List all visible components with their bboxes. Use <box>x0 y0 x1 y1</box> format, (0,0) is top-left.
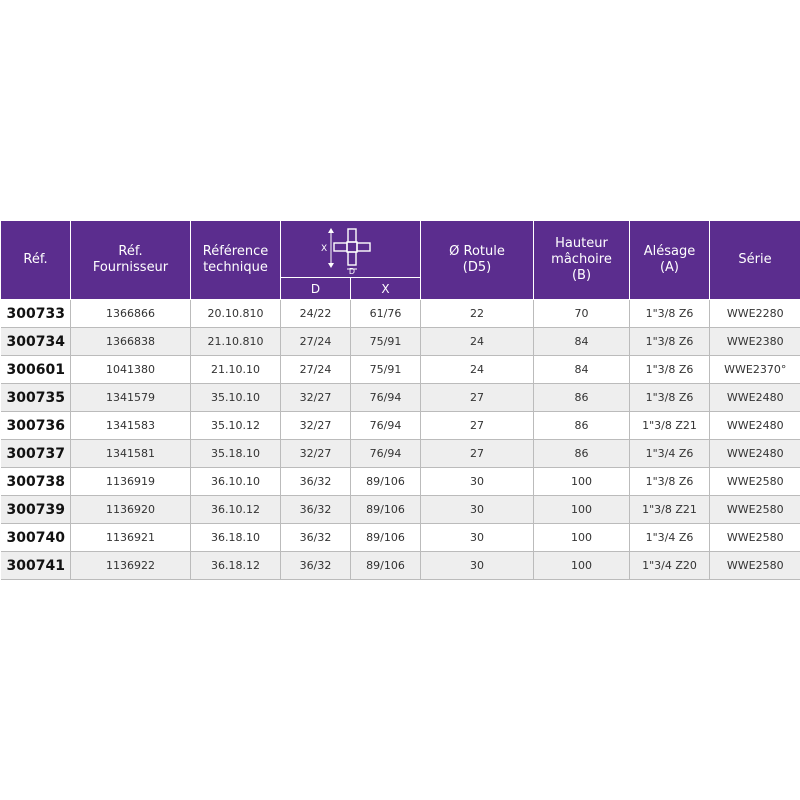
row-fournisseur: 1041380 <box>71 356 191 384</box>
row-x: 76/94 <box>351 384 421 412</box>
row-reference-technique: 36.18.12 <box>191 552 281 580</box>
header-ref: Réf. <box>1 221 71 300</box>
row-x: 76/94 <box>351 440 421 468</box>
row-d: 36/32 <box>281 524 351 552</box>
row-reference-technique: 36.18.10 <box>191 524 281 552</box>
row-serie: WWE2580 <box>710 552 800 580</box>
row-fournisseur: 1136921 <box>71 524 191 552</box>
row-ref: 300741 <box>1 552 71 580</box>
row-ref: 300736 <box>1 412 71 440</box>
row-reference-technique: 20.10.810 <box>191 300 281 328</box>
table-row <box>1 412 800 440</box>
row-d: 27/24 <box>281 328 351 356</box>
row-alesage: 1"3/8 Z6 <box>630 384 710 412</box>
row-x: 89/106 <box>351 468 421 496</box>
row-ref: 300740 <box>1 524 71 552</box>
row-d: 24/22 <box>281 300 351 328</box>
row-fournisseur: 1341579 <box>71 384 191 412</box>
row-x: 61/76 <box>351 300 421 328</box>
row-reference-technique: 36.10.10 <box>191 468 281 496</box>
row-serie: WWE2280 <box>710 300 800 328</box>
row-serie: WWE2480 <box>710 412 800 440</box>
row-fournisseur: 1136920 <box>71 496 191 524</box>
table-header <box>1 221 800 300</box>
row-fournisseur: 1341583 <box>71 412 191 440</box>
universal-joint-cross-icon <box>311 223 391 275</box>
row-fournisseur: 1136922 <box>71 552 191 580</box>
row-ref: 300734 <box>1 328 71 356</box>
row-fournisseur: 1136919 <box>71 468 191 496</box>
row-alesage: 1"3/8 Z6 <box>630 328 710 356</box>
row-x: 89/106 <box>351 496 421 524</box>
row-serie: WWE2380 <box>710 328 800 356</box>
row-rotule: 30 <box>421 524 534 552</box>
row-hauteur: 100 <box>534 496 630 524</box>
row-fournisseur: 1366838 <box>71 328 191 356</box>
header-sub-d: D <box>281 278 351 300</box>
row-ref: 300739 <box>1 496 71 524</box>
row-hauteur: 86 <box>534 412 630 440</box>
row-reference-technique: 35.10.10 <box>191 384 281 412</box>
header-diagram <box>281 221 421 278</box>
row-reference-technique: 36.10.12 <box>191 496 281 524</box>
diagram-label-x: X <box>320 244 327 254</box>
table-row <box>1 552 800 580</box>
table-row <box>1 524 800 552</box>
row-d: 36/32 <box>281 552 351 580</box>
row-x: 75/91 <box>351 328 421 356</box>
table-row <box>1 468 800 496</box>
header-alesage: Alésage (A) <box>630 221 710 300</box>
row-alesage: 1"3/4 Z6 <box>630 524 710 552</box>
table-row <box>1 328 800 356</box>
row-ref: 300601 <box>1 356 71 384</box>
diagram-label-d: D <box>348 267 355 275</box>
row-serie: WWE2580 <box>710 496 800 524</box>
row-serie: WWE2580 <box>710 524 800 552</box>
row-reference-technique: 35.10.12 <box>191 412 281 440</box>
row-rotule: 24 <box>421 356 534 384</box>
row-x: 75/91 <box>351 356 421 384</box>
row-alesage: 1"3/8 Z6 <box>630 356 710 384</box>
row-rotule: 30 <box>421 468 534 496</box>
header-reference-technique: Référence technique <box>191 221 281 300</box>
row-reference-technique: 21.10.810 <box>191 328 281 356</box>
row-hauteur: 84 <box>534 328 630 356</box>
row-ref: 300733 <box>1 300 71 328</box>
row-d: 36/32 <box>281 496 351 524</box>
row-alesage: 1"3/8 Z21 <box>630 496 710 524</box>
table-row <box>1 384 800 412</box>
row-hauteur: 86 <box>534 384 630 412</box>
row-rotule: 27 <box>421 384 534 412</box>
row-hauteur: 84 <box>534 356 630 384</box>
row-d: 32/27 <box>281 440 351 468</box>
row-hauteur: 100 <box>534 552 630 580</box>
row-fournisseur: 1341581 <box>71 440 191 468</box>
row-serie: WWE2480 <box>710 384 800 412</box>
row-alesage: 1"3/4 Z6 <box>630 440 710 468</box>
row-rotule: 27 <box>421 412 534 440</box>
row-d: 32/27 <box>281 384 351 412</box>
row-hauteur: 86 <box>534 440 630 468</box>
header-hauteur: Hauteur mâchoire (B) <box>534 221 630 300</box>
row-rotule: 24 <box>421 328 534 356</box>
row-d: 36/32 <box>281 468 351 496</box>
row-fournisseur: 1366866 <box>71 300 191 328</box>
table-body <box>1 300 800 580</box>
row-serie: WWE2370° <box>710 356 800 384</box>
row-d: 27/24 <box>281 356 351 384</box>
row-rotule: 27 <box>421 440 534 468</box>
header-rotule: Ø Rotule (D5) <box>421 221 534 300</box>
table-row <box>1 496 800 524</box>
row-x: 89/106 <box>351 552 421 580</box>
row-reference-technique: 35.18.10 <box>191 440 281 468</box>
table-row <box>1 440 800 468</box>
row-ref: 300735 <box>1 384 71 412</box>
row-serie: WWE2580 <box>710 468 800 496</box>
row-alesage: 1"3/8 Z21 <box>630 412 710 440</box>
row-alesage: 1"3/8 Z6 <box>630 468 710 496</box>
row-rotule: 30 <box>421 552 534 580</box>
row-reference-technique: 21.10.10 <box>191 356 281 384</box>
table-row <box>1 300 800 328</box>
row-alesage: 1"3/4 Z20 <box>630 552 710 580</box>
row-x: 76/94 <box>351 412 421 440</box>
row-ref: 300738 <box>1 468 71 496</box>
row-hauteur: 100 <box>534 468 630 496</box>
header-fournisseur: Réf. Fournisseur <box>71 221 191 300</box>
row-hauteur: 100 <box>534 524 630 552</box>
header-serie: Série <box>710 221 800 300</box>
row-rotule: 22 <box>421 300 534 328</box>
row-x: 89/106 <box>351 524 421 552</box>
row-rotule: 30 <box>421 496 534 524</box>
spec-table <box>0 220 800 580</box>
row-alesage: 1"3/8 Z6 <box>630 300 710 328</box>
row-d: 32/27 <box>281 412 351 440</box>
table-row <box>1 356 800 384</box>
row-ref: 300737 <box>1 440 71 468</box>
row-hauteur: 70 <box>534 300 630 328</box>
header-sub-x: X <box>351 278 421 300</box>
row-serie: WWE2480 <box>710 440 800 468</box>
